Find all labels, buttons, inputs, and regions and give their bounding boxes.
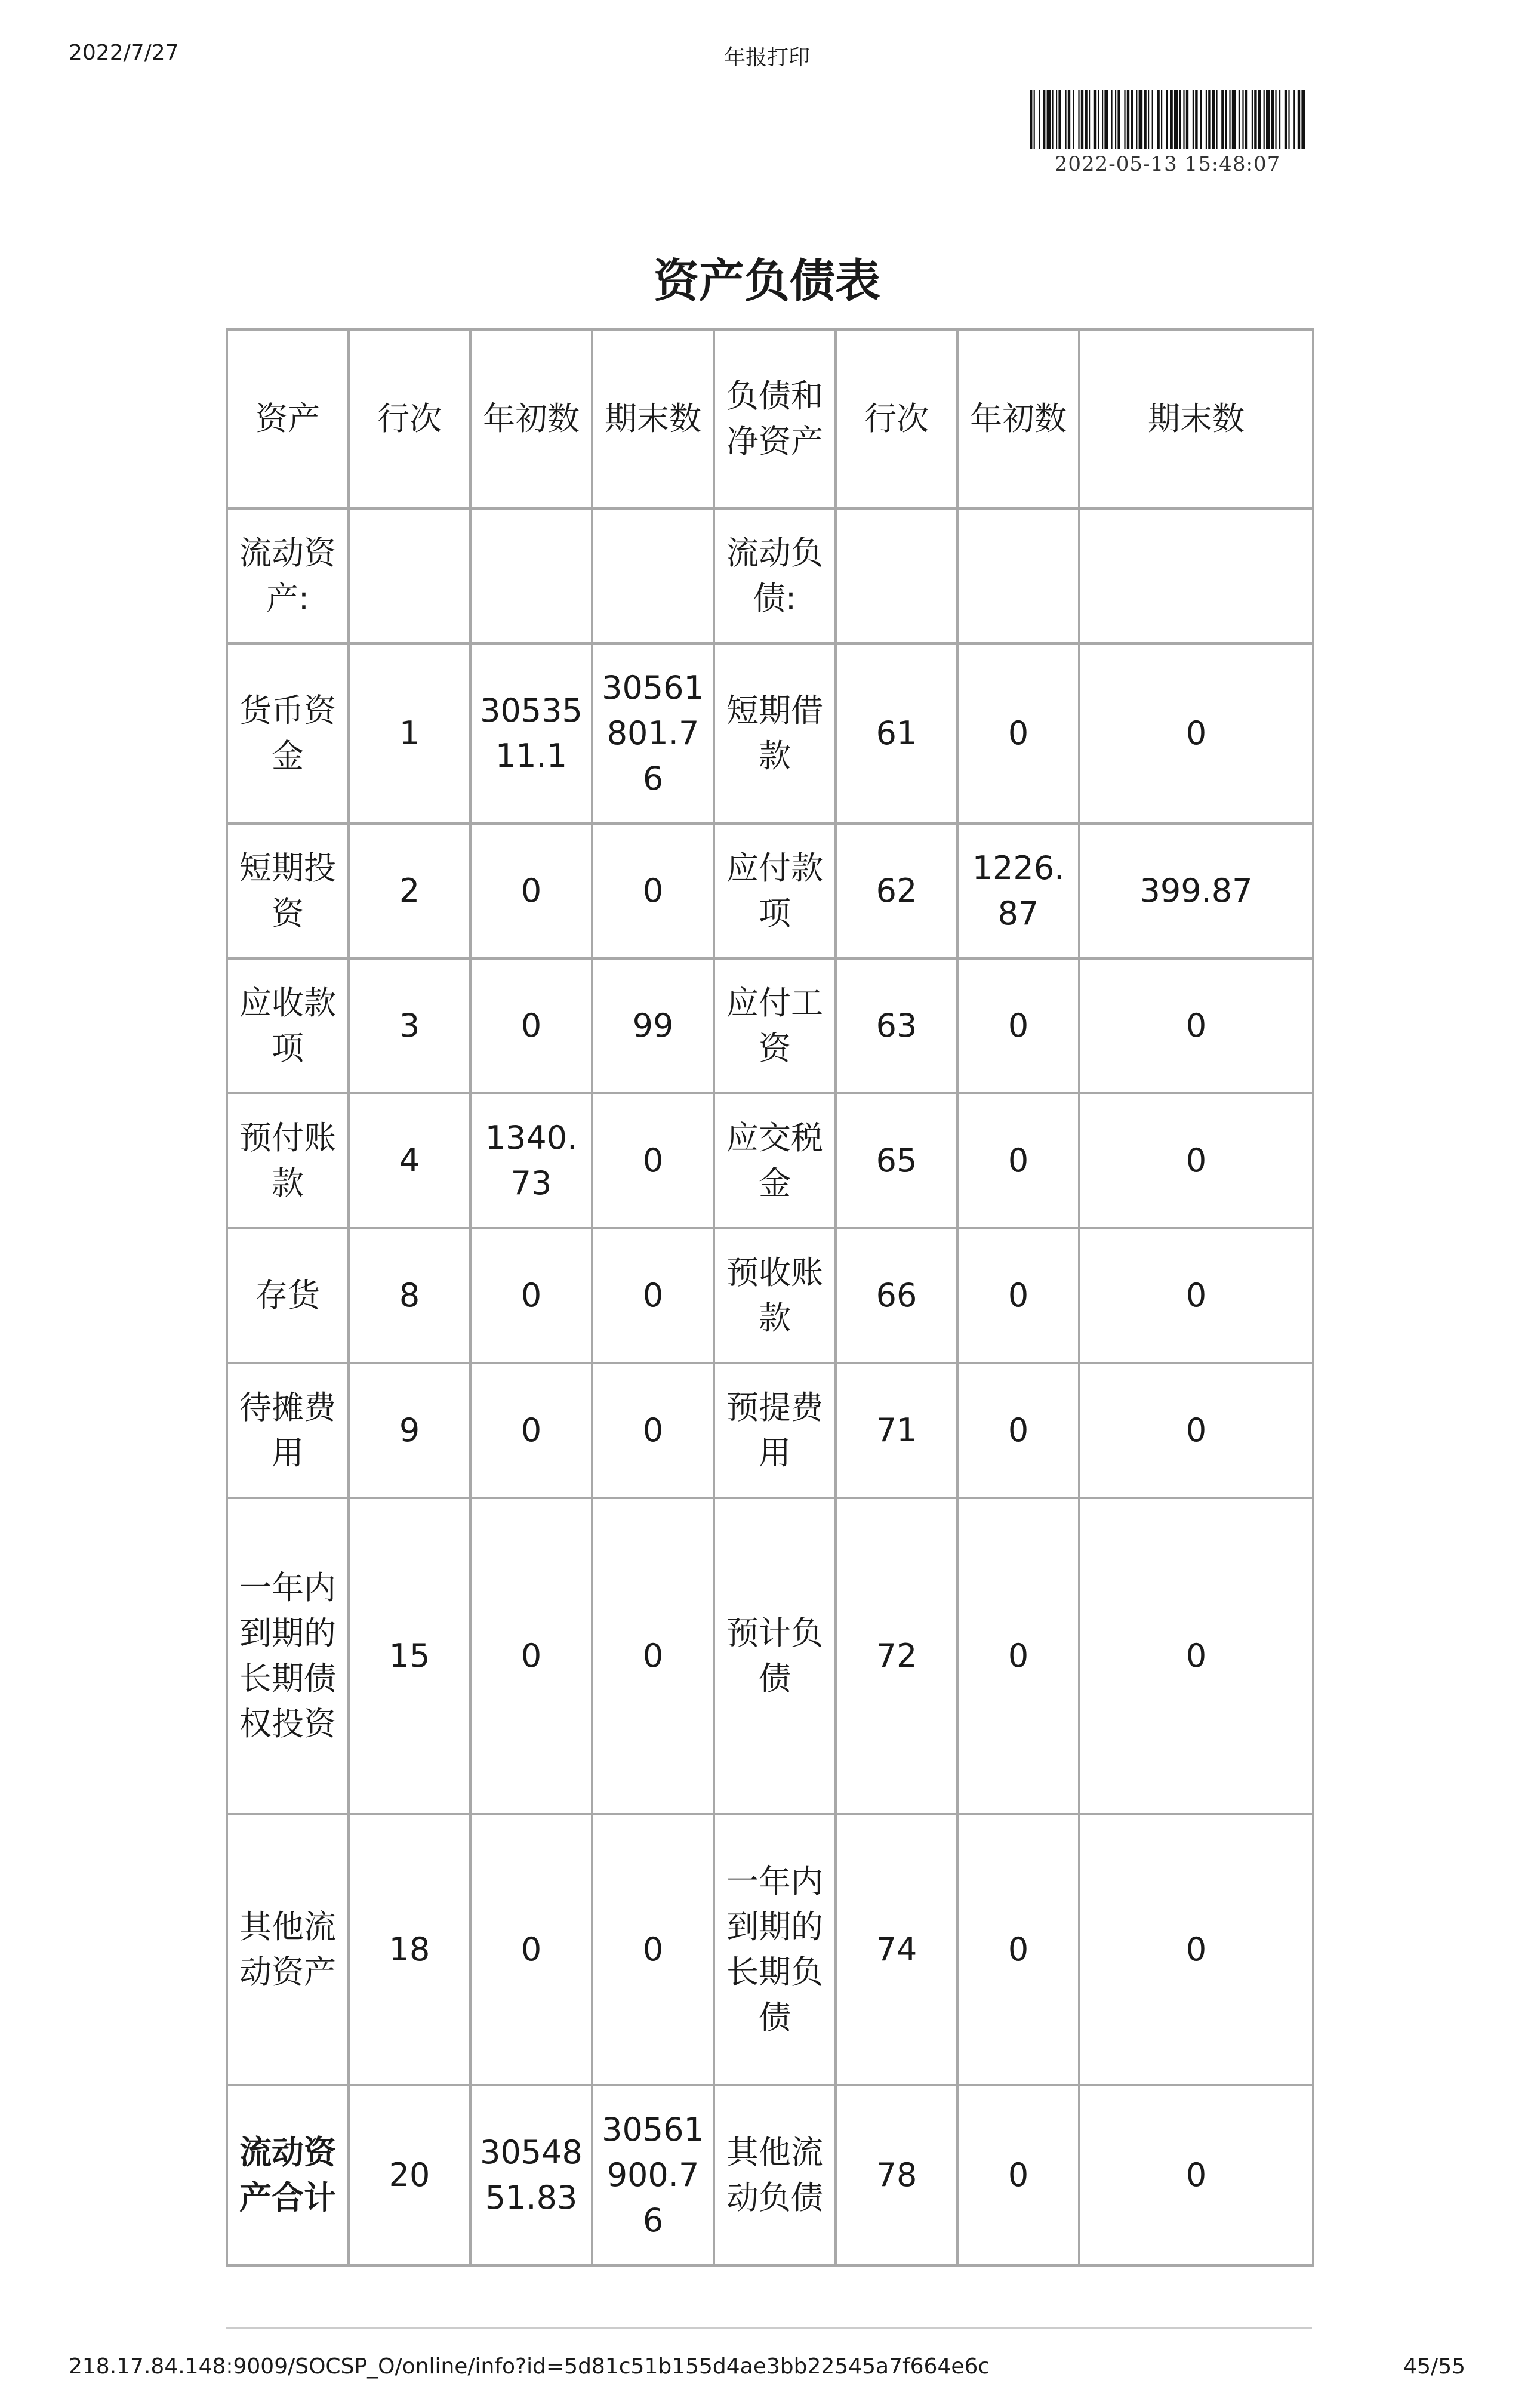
liability-begin-cell: 0 xyxy=(957,1363,1079,1498)
liability-name-cell: 应交税金 xyxy=(714,1093,836,1228)
asset-end-cell: 30561801.76 xyxy=(592,643,714,824)
footer-divider xyxy=(226,2327,1312,2329)
print-date: 2022/7/27 xyxy=(69,41,179,65)
asset-end-cell: 0 xyxy=(592,1363,714,1498)
table-row xyxy=(227,824,1313,958)
table-row xyxy=(227,643,1313,824)
asset-name-cell: 预付账款 xyxy=(227,1093,349,1228)
table-row xyxy=(227,1093,1313,1228)
liability-name-cell: 应付工资 xyxy=(714,958,836,1093)
print-header-title: 年报打印 xyxy=(723,45,810,70)
liability-line-cell: 72 xyxy=(836,1498,957,1814)
asset-line-cell: 8 xyxy=(349,1228,470,1363)
liability-end-cell: 0 xyxy=(1079,1814,1313,2085)
barcode-timestamp: 2022-05-13 15:48:07 xyxy=(1054,152,1281,176)
page-number: 45/55 xyxy=(1403,2354,1465,2379)
asset-name-cell: 流动资产: xyxy=(227,508,349,643)
liability-end-cell: 0 xyxy=(1079,1363,1313,1498)
asset-name-cell: 短期投资 xyxy=(227,824,349,958)
asset-end-cell: 0 xyxy=(592,1093,714,1228)
header-cell: 期末数 xyxy=(1079,329,1313,508)
asset-begin-cell: 0 xyxy=(470,824,592,958)
asset-end-cell: 0 xyxy=(592,1228,714,1363)
header-cell: 年初数 xyxy=(470,329,592,508)
asset-end-cell: 99 xyxy=(592,958,714,1093)
asset-line-cell: 3 xyxy=(349,958,470,1093)
asset-name-cell: 一年内到期的长期债权投资 xyxy=(227,1498,349,1814)
liability-begin-cell xyxy=(957,508,1079,643)
liability-begin-cell: 0 xyxy=(957,1498,1079,1814)
liability-line-cell: 74 xyxy=(836,1814,957,2085)
liability-name-cell: 流动负债: xyxy=(714,508,836,643)
liability-name-cell: 其他流动负债 xyxy=(714,2085,836,2265)
liability-line-cell: 61 xyxy=(836,643,957,824)
table-row xyxy=(227,1363,1313,1498)
liability-name-cell: 预收账款 xyxy=(714,1228,836,1363)
asset-line-cell: 15 xyxy=(349,1498,470,1814)
asset-begin-cell: 0 xyxy=(470,1498,592,1814)
liability-end-cell: 399.87 xyxy=(1079,824,1313,958)
liability-begin-cell: 0 xyxy=(957,643,1079,824)
asset-name-cell: 待摊费用 xyxy=(227,1363,349,1498)
asset-line-cell xyxy=(349,508,470,643)
document-title: 资产负债表 xyxy=(654,254,880,307)
liability-end-cell: 0 xyxy=(1079,1498,1313,1814)
liability-line-cell: 63 xyxy=(836,958,957,1093)
liability-name-cell: 应付款项 xyxy=(714,824,836,958)
liability-name-cell: 一年内到期的长期负债 xyxy=(714,1814,836,2085)
asset-name-cell: 其他流动资产 xyxy=(227,1814,349,2085)
table-row xyxy=(227,1814,1313,2085)
table-header-row xyxy=(227,329,1313,508)
asset-name-cell: 货币资金 xyxy=(227,643,349,824)
asset-line-cell: 1 xyxy=(349,643,470,824)
asset-line-cell: 2 xyxy=(349,824,470,958)
footer-url: 218.17.84.148:9009/SOCSP_O/online/info?id=5d81c51b155d4ae3bb22545a7f664e6c xyxy=(69,2354,990,2379)
asset-end-cell xyxy=(592,508,714,643)
asset-begin-cell: 1340.73 xyxy=(470,1093,592,1228)
table-row xyxy=(227,958,1313,1093)
asset-begin-cell: 0 xyxy=(470,1814,592,2085)
liability-end-cell: 0 xyxy=(1079,958,1313,1093)
liability-name-cell: 预提费用 xyxy=(714,1363,836,1498)
asset-begin-cell: 0 xyxy=(470,1228,592,1363)
barcode-icon xyxy=(1030,90,1305,149)
asset-line-cell: 9 xyxy=(349,1363,470,1498)
asset-name-cell: 存货 xyxy=(227,1228,349,1363)
liability-name-cell: 短期借款 xyxy=(714,643,836,824)
liability-line-cell: 66 xyxy=(836,1228,957,1363)
liability-line-cell: 62 xyxy=(836,824,957,958)
liability-end-cell: 0 xyxy=(1079,1093,1313,1228)
liability-begin-cell: 0 xyxy=(957,958,1079,1093)
asset-begin-cell xyxy=(470,508,592,643)
liability-end-cell: 0 xyxy=(1079,2085,1313,2265)
liability-begin-cell: 0 xyxy=(957,1228,1079,1363)
liability-line-cell: 65 xyxy=(836,1093,957,1228)
table-row xyxy=(227,1498,1313,1814)
asset-line-cell: 18 xyxy=(349,1814,470,2085)
header-cell: 行次 xyxy=(836,329,957,508)
asset-end-cell: 0 xyxy=(592,1498,714,1814)
asset-end-cell: 0 xyxy=(592,824,714,958)
liability-end-cell: 0 xyxy=(1079,643,1313,824)
liability-begin-cell: 1226.87 xyxy=(957,824,1079,958)
table-row xyxy=(227,508,1313,643)
asset-line-cell: 4 xyxy=(349,1093,470,1228)
liability-end-cell xyxy=(1079,508,1313,643)
asset-end-cell: 30561900.76 xyxy=(592,2085,714,2265)
header-cell: 行次 xyxy=(349,329,470,508)
asset-begin-cell: 0 xyxy=(470,1363,592,1498)
liability-line-cell xyxy=(836,508,957,643)
asset-begin-cell: 0 xyxy=(470,958,592,1093)
balance-sheet-table xyxy=(226,328,1314,2267)
liability-end-cell: 0 xyxy=(1079,1228,1313,1363)
asset-begin-cell: 3053511.1 xyxy=(470,643,592,824)
table-row xyxy=(227,1228,1313,1363)
header-cell: 负债和净资产 xyxy=(714,329,836,508)
table-total-row xyxy=(227,2085,1313,2265)
liability-line-cell: 71 xyxy=(836,1363,957,1498)
liability-begin-cell: 0 xyxy=(957,1093,1079,1228)
liability-begin-cell: 0 xyxy=(957,2085,1079,2265)
asset-line-cell: 20 xyxy=(349,2085,470,2265)
asset-name-cell: 应收款项 xyxy=(227,958,349,1093)
liability-begin-cell: 0 xyxy=(957,1814,1079,2085)
asset-begin-cell: 3054851.83 xyxy=(470,2085,592,2265)
asset-end-cell: 0 xyxy=(592,1814,714,2085)
header-cell: 年初数 xyxy=(957,329,1079,508)
liability-name-cell: 预计负债 xyxy=(714,1498,836,1814)
asset-name-cell: 流动资产合计 xyxy=(227,2085,349,2265)
header-cell: 期末数 xyxy=(592,329,714,508)
header-cell: 资产 xyxy=(227,329,349,508)
liability-line-cell: 78 xyxy=(836,2085,957,2265)
